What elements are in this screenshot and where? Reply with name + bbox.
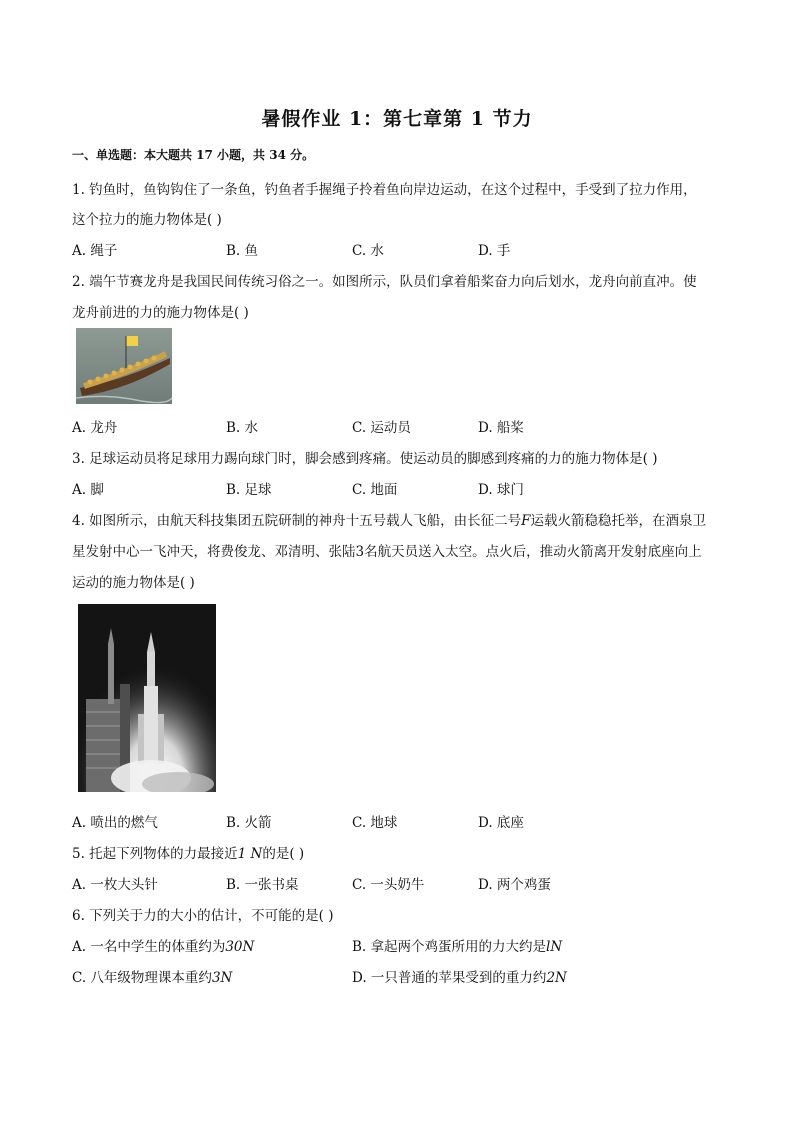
- question-4-text-line-3: 运动的施力物体是( ): [72, 575, 195, 591]
- question-6-option-c: C. 八年级物理课本重约3N: [72, 970, 233, 986]
- math-number: 3: [355, 544, 365, 560]
- question-3-option-a: A. 脚: [72, 482, 104, 498]
- dragon-boat-image: [76, 328, 172, 404]
- page-title: 暑假作业 1：第七章第 1 节力: [261, 108, 533, 130]
- question-1-text-line-2: 这个拉力的施力物体是( ): [72, 212, 222, 228]
- question-6-option-a: A. 一名中学生的体重约为30N: [72, 939, 255, 955]
- question-4-option-b: B. 火箭: [226, 815, 272, 831]
- question-2-option-a: A. 龙舟: [72, 420, 118, 436]
- question-3-text-line-1: 3. 足球运动员将足球用力踢向球门时，脚会感到疼痛。使运动员的脚感到疼痛的力的施力物体是( ): [72, 451, 658, 467]
- question-1-text-line-1: 1. 钓鱼时，鱼钩钩住了一条鱼，钓鱼者手握绳子拎着鱼向岸边运动，在这个过程中，手受到了拉力作用，: [72, 182, 697, 198]
- question-3-option-b: B. 足球: [226, 482, 272, 498]
- question-3-option-d: D. 球门: [478, 482, 524, 498]
- question-4-text-line-2: 星发射中心一飞冲天，将费俊龙、邓清明、张陆3名航天员送入太空。点火后，推动火箭离开发射底座向上: [72, 544, 702, 560]
- section-heading: 一、单选题：本大题共 17 小题，共 34 分。: [72, 148, 315, 162]
- math-unit: 1 N: [237, 846, 263, 862]
- question-2-text-line-1: 2. 端午节赛龙舟是我国民间传统习俗之一。如图所示，队员们拿着船桨奋力向后划水，龙舟向前直冲。使: [72, 274, 697, 290]
- question-5-option-c: C. 一头奶牛: [352, 877, 425, 893]
- question-5-option-b: B. 一张书桌: [226, 877, 299, 893]
- question-4-option-d: D. 底座: [478, 815, 524, 831]
- question-2-option-b: B. 水: [226, 420, 259, 436]
- question-1-option-c: C. 水: [352, 243, 384, 259]
- question-6-option-d: D. 一只普通的苹果受到的重力约2N: [352, 970, 567, 986]
- question-1-option-b: B. 鱼: [226, 243, 259, 259]
- rocket-launch-image: [78, 604, 216, 792]
- question-1-option-d: D. 手: [478, 243, 511, 259]
- question-5-option-d: D. 两个鸡蛋: [478, 877, 551, 893]
- question-1-option-a: A. 绳子: [72, 243, 118, 259]
- question-4-option-a: A. 喷出的燃气: [72, 815, 158, 831]
- question-5-text-line-1: 5. 托起下列物体的力最接近1 N的是( ): [72, 846, 305, 862]
- question-3-option-c: C. 地面: [352, 482, 398, 498]
- question-6-option-b: B. 拿起两个鸡蛋所用的力大约是lN: [352, 939, 563, 955]
- question-2-option-c: C. 运动员: [352, 420, 411, 436]
- question-5-option-a: A. 一枚大头针: [72, 877, 158, 893]
- question-2-option-d: D. 船桨: [478, 420, 524, 436]
- question-2-text-line-2: 龙舟前进的力的施力物体是( ): [72, 305, 249, 321]
- question-4-option-c: C. 地球: [352, 815, 398, 831]
- question-6-text-line-1: 6. 下列关于力的大小的估计，不可能的是( ): [72, 908, 334, 924]
- question-4-text-line-1: 4. 如图所示，由航天科技集团五院研制的神舟十五号载人飞船，由长征二号F运载火箭稳稳托举，在酒泉卫: [72, 513, 707, 529]
- math-symbol: F: [521, 513, 531, 529]
